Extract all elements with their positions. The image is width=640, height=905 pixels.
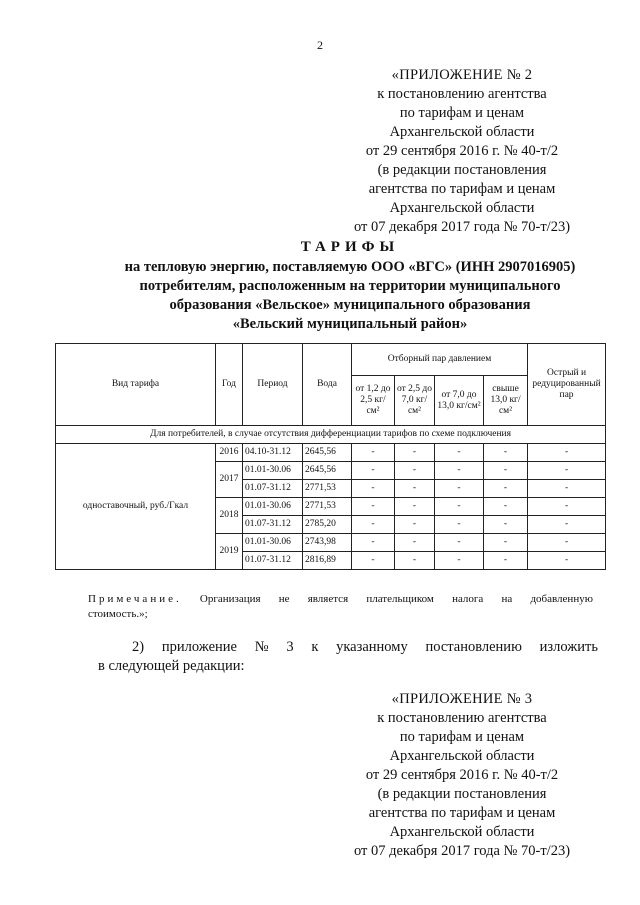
dash-cell: -: [395, 534, 435, 552]
water-cell: 2645,56: [303, 462, 352, 480]
header-water: Вода: [303, 344, 352, 426]
dash-cell: -: [352, 498, 395, 516]
annex-2-line: по тарифам и ценам: [399, 105, 525, 121]
water-cell: 2645,56: [303, 444, 352, 462]
water-cell: 2771,53: [303, 480, 352, 498]
header-steam-group: Отборный пар давлением: [352, 344, 528, 376]
note-word: является: [307, 593, 349, 605]
paragraph-word: приложение: [161, 639, 237, 655]
dash-cell: -: [435, 444, 484, 462]
dash-cell: -: [395, 444, 435, 462]
dash-cell: -: [435, 552, 484, 570]
annex-2-line: Архангельской области: [389, 200, 535, 216]
annex-3-line: агентства по тарифам и ценам: [368, 805, 556, 821]
dash-cell: -: [395, 480, 435, 498]
dash-cell: -: [352, 534, 395, 552]
water-cell: 2771,53: [303, 498, 352, 516]
note-word: Организация: [199, 593, 261, 605]
dash-cell: -: [395, 462, 435, 480]
note-word: на: [501, 593, 513, 605]
year-cell: 2016: [216, 444, 243, 462]
paragraph-word: изложить: [539, 639, 598, 655]
period-cell: 01.01-30.06: [243, 534, 303, 552]
dash-cell: -: [528, 516, 606, 534]
dash-cell: -: [484, 498, 528, 516]
note-word: плательщиком: [366, 593, 434, 605]
page-number: 2: [317, 38, 323, 52]
period-cell: 01.07-31.12: [243, 552, 303, 570]
period-cell: 01.01-30.06: [243, 498, 303, 516]
annex-2-line: от 07 декабря 2017 года № 70-т/23): [353, 219, 571, 235]
note-word: не: [278, 593, 290, 605]
table-span-note: Для потребителей, в случае отсутствия дифференциации тарифов по схеме подключения: [56, 426, 606, 444]
annex-3-line: по тарифам и ценам: [399, 729, 525, 745]
dash-cell: -: [484, 552, 528, 570]
paragraph-word: к: [311, 639, 319, 655]
amendment-paragraph: [98, 638, 598, 676]
dash-cell: -: [484, 516, 528, 534]
note-word: добавленную: [530, 593, 593, 605]
annex-3-line: от 07 декабря 2017 года № 70-т/23): [353, 843, 571, 859]
dash-cell: -: [352, 552, 395, 570]
annex-2-title: «ПРИЛОЖЕНИЕ № 2: [391, 67, 533, 83]
water-cell: 2816,89: [303, 552, 352, 570]
dash-cell: -: [484, 534, 528, 552]
annex-3-line: к постановлению агентства: [377, 710, 547, 726]
note-word: налога: [452, 593, 484, 605]
paragraph-word: №: [254, 639, 269, 655]
annex-2-header: [332, 66, 592, 237]
paragraph-word: указанному: [336, 639, 408, 655]
water-cell: 2743,98: [303, 534, 352, 552]
period-cell: 04.10-31.12: [243, 444, 303, 462]
table-row: [56, 444, 606, 462]
header-tariff-type: Вид тарифа: [56, 344, 216, 426]
document-title-block: [100, 238, 600, 334]
dash-cell: -: [528, 552, 606, 570]
annex-3-line: Архангельской области: [389, 824, 535, 840]
dash-cell: -: [352, 480, 395, 498]
period-cell: 01.01-30.06: [243, 462, 303, 480]
header-steam-1: от 1,2 до 2,5 кг/см²: [352, 376, 395, 426]
paragraph-word: 3: [286, 639, 294, 655]
header-year: Год: [216, 344, 243, 426]
tariff-table: [55, 343, 606, 570]
annex-3-title: «ПРИЛОЖЕНИЕ № 3: [391, 691, 533, 707]
annex-2-line: агентства по тарифам и ценам: [368, 181, 556, 197]
header-steam-4: свыше 13,0 кг/см²: [484, 376, 528, 426]
year-cell: 2018: [216, 498, 243, 534]
title-subline: образования «Вельское» муниципального образования: [169, 297, 531, 313]
title-subline: потребителям, расположенным на территории муниципального: [139, 278, 561, 294]
header-steam-3: от 7,0 до 13,0 кг/см²: [435, 376, 484, 426]
dash-cell: -: [352, 444, 395, 462]
paragraph-line-2: в следующей редакции:: [98, 658, 245, 674]
dash-cell: -: [484, 462, 528, 480]
annex-2-line: (в редакции постановления: [377, 162, 547, 178]
note-line-2: стоимость.»;: [88, 608, 148, 620]
header-steam-2: от 2,5 до 7,0 кг/см²: [395, 376, 435, 426]
dash-cell: -: [435, 462, 484, 480]
year-cell: 2019: [216, 534, 243, 570]
table-note: [88, 592, 593, 622]
dash-cell: -: [528, 534, 606, 552]
paragraph-word: постановлению: [425, 639, 522, 655]
tariff-label-cell: одноставочный, руб./Гкал: [56, 444, 216, 570]
annex-3-line: Архангельской области: [389, 748, 535, 764]
document-title: ТАРИФЫ: [300, 239, 400, 255]
paragraph-word: 2): [132, 639, 145, 655]
annex-2-line: Архангельской области: [389, 124, 535, 140]
dash-cell: -: [528, 480, 606, 498]
dash-cell: -: [395, 552, 435, 570]
annex-3-line: (в редакции постановления: [377, 786, 547, 802]
dash-cell: -: [352, 462, 395, 480]
dash-cell: -: [395, 498, 435, 516]
period-cell: 01.07-31.12: [243, 480, 303, 498]
dash-cell: -: [528, 444, 606, 462]
dash-cell: -: [435, 516, 484, 534]
dash-cell: -: [528, 498, 606, 516]
header-period: Период: [243, 344, 303, 426]
dash-cell: -: [484, 480, 528, 498]
dash-cell: -: [352, 516, 395, 534]
annex-2-line: к постановлению агентства: [377, 86, 547, 102]
header-sharp-steam: Острый и редуцированный пар: [528, 344, 606, 426]
year-cell: 2017: [216, 462, 243, 498]
dash-cell: -: [435, 480, 484, 498]
title-subline: на тепловую энергию, поставляемую ООО «ВГС» (ИНН 2907016905): [124, 259, 576, 275]
annex-2-line: от 29 сентября 2016 г. № 40-т/2: [365, 143, 559, 159]
annex-3-line: от 29 сентября 2016 г. № 40-т/2: [365, 767, 559, 783]
dash-cell: -: [435, 498, 484, 516]
dash-cell: -: [395, 516, 435, 534]
dash-cell: -: [435, 534, 484, 552]
note-label: Примечание.: [88, 593, 182, 605]
dash-cell: -: [484, 444, 528, 462]
annex-3-header: [332, 690, 592, 861]
water-cell: 2785,20: [303, 516, 352, 534]
period-cell: 01.07-31.12: [243, 516, 303, 534]
dash-cell: -: [528, 462, 606, 480]
title-subline: «Вельский муниципальный район»: [232, 316, 468, 332]
